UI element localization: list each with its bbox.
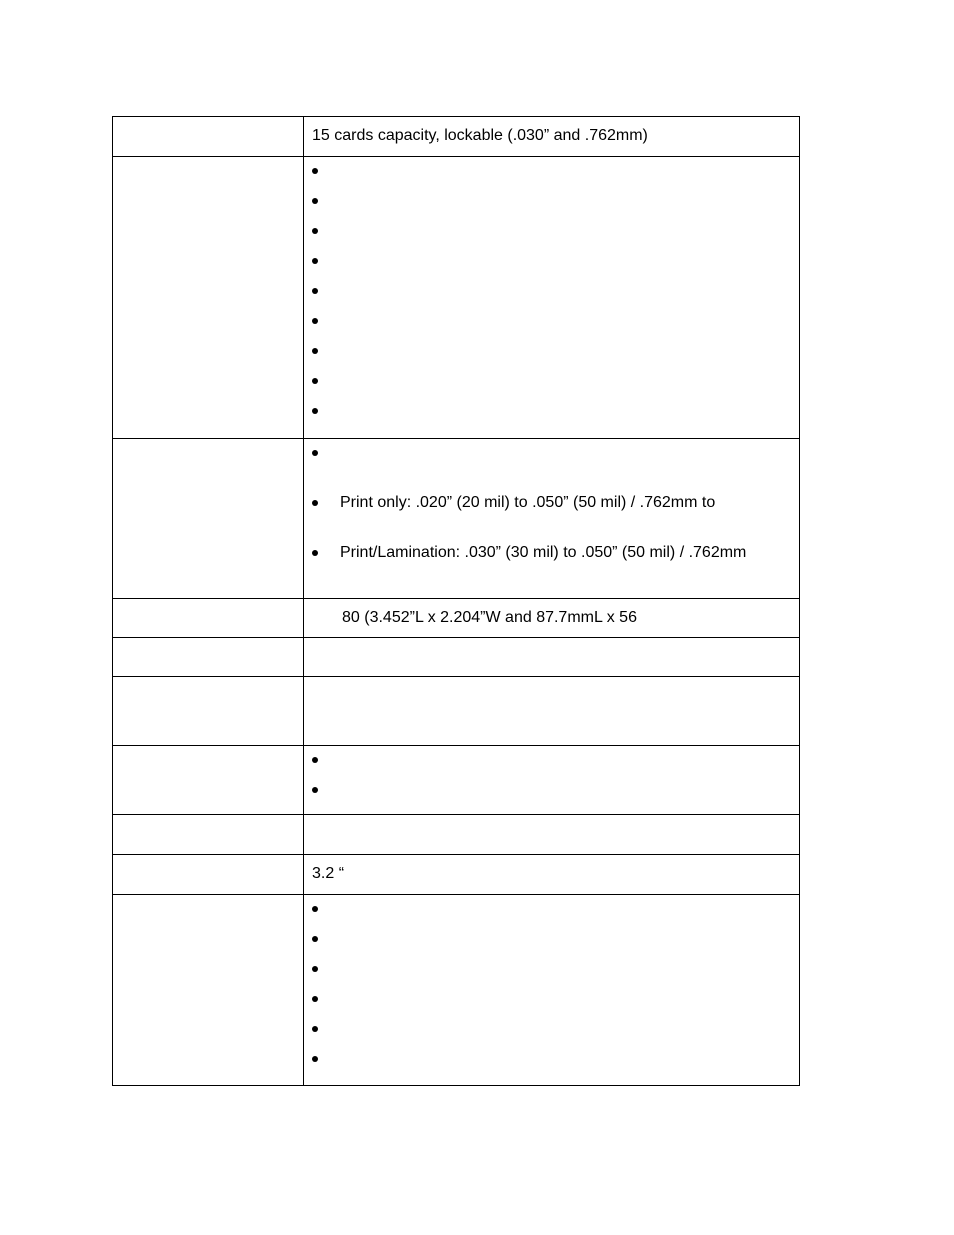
table-row	[113, 746, 800, 815]
bullet-icon	[312, 1026, 318, 1032]
row-label-cell	[113, 815, 304, 855]
bullet-icon	[312, 500, 318, 506]
display-size-text: 3.2 “	[312, 865, 345, 882]
list-item	[304, 163, 799, 193]
bullet-list	[304, 439, 799, 595]
bullet-icon	[312, 550, 318, 556]
row-label-cell	[113, 638, 304, 677]
row-value-cell	[304, 815, 800, 855]
row-label-cell	[113, 895, 304, 1086]
table-row	[113, 599, 800, 638]
card-capacity-text: 15 cards capacity, lockable (.030” and .762mm)	[312, 127, 648, 144]
table-row	[113, 677, 800, 746]
bullet-list	[304, 157, 799, 433]
row-label-cell	[113, 599, 304, 638]
list-item	[304, 545, 799, 595]
bullet-icon	[312, 228, 318, 234]
list-item	[304, 253, 799, 283]
bullet-icon	[312, 450, 318, 456]
table-row	[113, 157, 800, 439]
card-size-text: 80 (3.452”L x 2.204”W and 87.7mmL x 56	[342, 609, 637, 626]
list-item	[304, 495, 799, 545]
row-value-cell	[304, 439, 800, 599]
list-item	[304, 752, 799, 782]
row-value-cell	[304, 855, 800, 895]
bullet-icon	[312, 318, 318, 324]
cell-text	[304, 677, 799, 686]
bullet-icon	[312, 906, 318, 912]
list-item	[304, 283, 799, 313]
row-label-cell	[113, 746, 304, 815]
list-item	[304, 403, 799, 433]
cell-text	[304, 815, 799, 824]
row-value-cell	[304, 746, 800, 815]
list-item	[304, 782, 799, 812]
cell-text	[304, 638, 799, 647]
spec-table	[112, 116, 800, 1086]
bullet-icon	[312, 787, 318, 793]
row-value-cell	[304, 677, 800, 746]
card-thickness-print-only: Print only: .020” (20 mil) to .050” (50 mil) / .762mm to	[340, 494, 716, 511]
list-item	[304, 961, 799, 991]
list-item	[304, 1021, 799, 1051]
table-row	[113, 815, 800, 855]
table-row	[113, 439, 800, 599]
bullet-icon	[312, 378, 318, 384]
row-label-cell	[113, 439, 304, 599]
card-thickness-print-lamination: Print/Lamination: .030” (30 mil) to .050” (50 mil) / .762mm	[340, 544, 747, 561]
list-item	[304, 991, 799, 1021]
table-row	[113, 638, 800, 677]
list-item	[304, 343, 799, 373]
row-label-cell	[113, 855, 304, 895]
row-label-cell	[113, 677, 304, 746]
bullet-list	[304, 895, 799, 1081]
bullet-icon	[312, 258, 318, 264]
bullet-icon	[312, 198, 318, 204]
list-item	[304, 931, 799, 961]
list-item	[304, 313, 799, 343]
bullet-icon	[312, 1056, 318, 1062]
bullet-icon	[312, 936, 318, 942]
bullet-icon	[312, 996, 318, 1002]
row-label-cell	[113, 117, 304, 157]
bullet-icon	[312, 757, 318, 763]
list-item	[304, 373, 799, 403]
table-row	[113, 117, 800, 157]
bullet-icon	[312, 408, 318, 414]
list-item	[304, 1051, 799, 1081]
table-row	[113, 895, 800, 1086]
row-label-cell	[113, 157, 304, 439]
list-item	[304, 445, 799, 495]
table-row	[113, 855, 800, 895]
bullet-list	[304, 746, 799, 812]
row-value-cell	[304, 157, 800, 439]
list-item	[304, 193, 799, 223]
bullet-icon	[312, 348, 318, 354]
list-item	[304, 223, 799, 253]
row-value-cell	[304, 895, 800, 1086]
list-item	[304, 901, 799, 931]
row-value-cell	[304, 599, 800, 638]
bullet-icon	[312, 966, 318, 972]
bullet-icon	[312, 288, 318, 294]
bullet-icon	[312, 168, 318, 174]
row-value-cell	[304, 638, 800, 677]
row-value-cell	[304, 117, 800, 157]
